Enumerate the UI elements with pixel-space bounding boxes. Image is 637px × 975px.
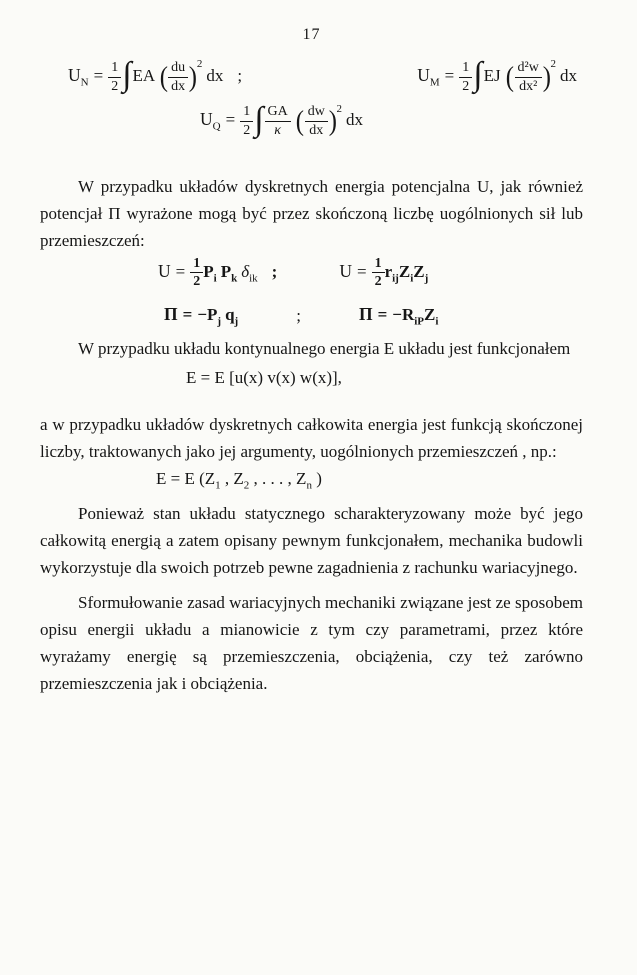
math-subscript: ij [392,272,399,285]
math-subscript: i [410,272,414,285]
math-frac-denominator: 2 [243,123,251,139]
math-semicolon: ; [237,66,243,86]
paren-close: ) [542,60,551,93]
formula-u-discrete-forces [158,256,277,290]
math-fraction [108,60,121,94]
math-term: P [220,261,232,281]
math-subscript: iP [414,315,424,328]
math-frac-numerator: 1 [372,256,385,274]
paren-close: ) [188,60,198,93]
math-fraction [240,104,253,138]
math-frac-denominator: κ [274,123,282,139]
math-fraction [265,104,291,138]
math-coefficient: EA [132,66,155,86]
math-var: U [68,65,81,86]
formula-pi-reactions [359,304,438,327]
math-frac-numerator: 1 [190,256,203,274]
math-term: r [384,261,393,281]
math-frac-numerator: 1 [240,104,253,122]
math-fraction [190,256,203,290]
paren-open: ( [159,60,168,93]
math-semicolon: ; [271,261,278,281]
math-frac-denominator: dx [171,78,186,94]
math-subscript: i [435,315,439,328]
math-equals: = [175,261,186,281]
formula-u-discrete-displacements [339,256,428,290]
formula-u-q [200,100,363,139]
math-var: U [158,260,171,281]
math-subscript: k [231,272,238,285]
math-equals: = [377,305,388,325]
paren-open: ( [295,105,304,138]
math-subscript: j [424,272,429,285]
math-frac-denominator: 2 [462,78,470,94]
math-fraction [459,60,472,94]
math-subscript: 2 [243,479,250,492]
math-minus: − [197,305,207,325]
math-subscript: n [306,479,312,492]
math-fraction [305,104,328,138]
math-differential: dx [206,66,224,86]
math-frac-denominator: dx² [519,78,538,94]
math-frac-numerator: d²w [515,60,542,78]
math-exponent: 2 [336,102,342,115]
math-equals: = [225,110,236,130]
math-var: U [417,65,430,86]
math-frac-numerator: GA [265,104,291,122]
math-fraction [515,60,542,94]
math-var: U [339,260,352,281]
discrete-energy-row [40,256,583,290]
paragraph-discrete-systems: W przypadku układów dyskretnych energia potencjalna U, jak również potencjał Π wyrażone mogą być przez skończoną liczbę uogólnionych sił lub przemieszczeń: [40,176,583,250]
integral-symbol: ∫ [122,56,132,94]
math-exponent: 2 [196,58,203,71]
math-subscript: 1 [215,479,221,492]
paren-open: ( [505,60,514,93]
math-term: E = E (Z [156,469,216,489]
math-term: ) [311,469,322,489]
math-term: , . . . , Z [249,469,307,489]
formula-u-n [68,56,243,94]
math-subscript: j [234,315,239,328]
potential-formula-row [40,304,583,327]
math-subscript: Q [212,120,221,133]
math-frac-denominator: 2 [111,78,119,94]
math-subscript: j [217,315,222,328]
math-frac-numerator: 1 [459,60,472,78]
math-frac-numerator: du [168,60,188,78]
page-number: 17 [302,26,321,43]
integral-symbol: ∫ [473,56,483,94]
formula-pi-forces [164,304,238,327]
math-var: U [200,109,213,130]
paragraph-continuous-system: W przypadku układu kontynualnego energia E układu jest funkcjonałem [78,339,571,359]
formula-u-m [417,56,577,94]
math-term: R [401,305,415,325]
math-equals: = [356,261,367,281]
energy-formula-row-1 [40,56,583,94]
math-term: , Z [220,469,244,489]
math-frac-denominator: dx [309,123,324,139]
math-semicolon: ; [296,305,301,325]
math-term: P [203,261,214,281]
math-var: Π [164,304,178,325]
integral-symbol: ∫ [254,100,264,138]
math-minus: − [392,305,402,325]
math-equals: = [444,66,455,86]
math-frac-denominator: 2 [193,274,201,290]
math-subscript: N [80,76,89,89]
paragraph-formulation: Sformułowanie zasad wariacyjnych mechaniki związane jest ze sposobem opisu energii układu a mianowicie z tym czy parametrami, przez które wyrażamy energię są przemieszczenia, obciążenia, czy też zarówno przemieszczenia jak i obciążenia. [40,592,583,693]
paragraph-variational: Ponieważ stan układu statycznego scharakteryzowany może być jego całkowitą energią a zatem opisany pewnym funkcjonałem, mechanika budowli wykorzystuje dla swoich potrzeb pewne zagadnienia z rachunku wariacyjnego. [40,503,583,577]
math-fraction [372,256,385,290]
math-fraction [168,60,188,94]
math-equals: = [93,66,104,86]
paragraph-discrete-energy: a w przypadku układów dyskretnych całkowita energia jest funkcją skończonej liczby, traktowanych jako jej argumenty, uogólnionych przemieszczeń , np.: [40,415,583,462]
math-term: Z [413,261,425,281]
math-term: Z [398,261,411,281]
energy-formula-row-2 [40,100,583,139]
paren-close: ) [328,105,337,138]
math-frac-numerator: dw [305,104,328,122]
math-subscript: i [213,272,217,285]
math-term: P [207,305,218,325]
formula-energy-functional: E = E [u(x) v(x) w(x)], [186,368,342,388]
formula-energy-discrete [156,465,583,499]
math-coefficient: EJ [483,66,501,86]
math-differential: dx [560,66,577,86]
math-equals: = [182,305,193,325]
math-var: Π [358,304,373,325]
math-frac-numerator: 1 [108,60,121,78]
math-subscript: ik [249,272,258,285]
math-term: Z [424,305,436,325]
math-term: δ [241,261,250,281]
math-term: q [225,305,235,325]
math-frac-denominator: 2 [374,274,382,290]
math-differential: dx [345,110,363,130]
math-subscript: M [429,76,440,89]
math-exponent: 2 [550,58,556,71]
